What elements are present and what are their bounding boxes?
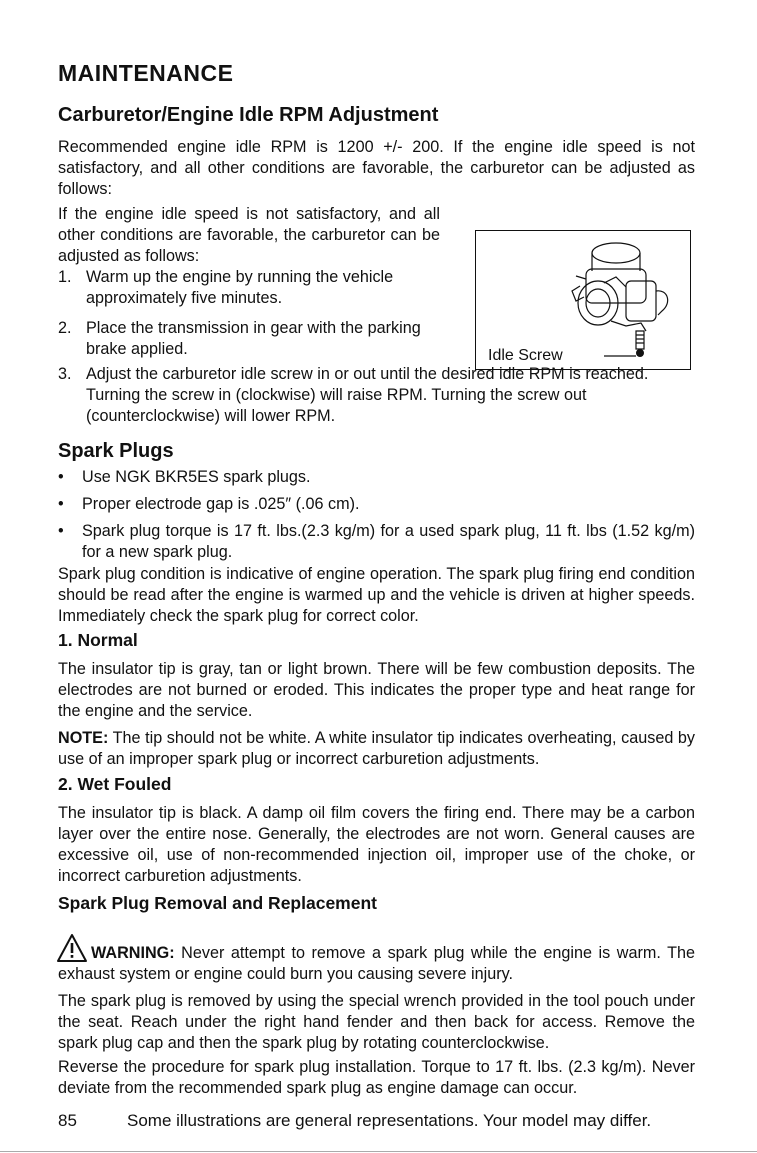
idle-heading: Carburetor/Engine Idle RPM Adjustment [58, 104, 439, 126]
idle-step-1 [58, 267, 440, 309]
step-text: Adjust the carburetor idle screw in or out until the desired idle RPM is reached. Turning the screw in (clockwise) will raise RPM. Turning the screw out (counterclockwise) will lower RPM. [86, 365, 649, 425]
note-text: The tip should not be white. A white insulator tip indicates overheating, caused by use of an improper spark plug or incorrect carburetion adjustments. [58, 729, 695, 768]
idle-step-3 [58, 364, 695, 427]
spark-condition: Spark plug condition is indicative of engine operation. The spark plug firing end condition should be read after the engine is warmed up and the vehicle is driven at higher speeds. Immediately check the spark plug for correct color. [58, 565, 695, 625]
normal-text: The insulator tip is gray, tan or light brown. There will be few combustion deposits. The electrodes are not burned or eroded. This indicates the proper type and heat range for the engine and the service. [58, 660, 695, 720]
footer-note: Some illustrations are general representations. Your model may differ. [127, 1111, 652, 1130]
section-title: MAINTENANCE [58, 60, 234, 86]
removal-heading: Spark Plug Removal and Replacement [58, 893, 377, 913]
step-number: 2. [58, 319, 72, 337]
note-label: NOTE: [58, 729, 109, 747]
bullet-text: Spark plug torque is 17 ft. lbs.(2.3 kg/m) for a used spark plug, 11 ft. lbs (1.52 kg/m) for a new spark plug. [82, 522, 695, 561]
idle-step-2 [58, 318, 440, 360]
idle-screw-label: Idle Screw [488, 347, 563, 364]
carburetor-figure [475, 230, 691, 370]
page-number: 85 [58, 1111, 77, 1130]
bullet-dot: • [58, 468, 64, 486]
spark-bullet [58, 494, 695, 515]
spark-heading: Spark Plugs [58, 440, 174, 462]
warning-paragraph [58, 943, 695, 985]
removal-paragraph-1: The spark plug is removed by using the special wrench provided in the tool pouch under the seat. Reach under the right hand fender and then back for access. Remove the spark plug cap and then the spark plug by rotating counterclockwise. [58, 992, 695, 1052]
warning-text: Never attempt to remove a spark plug while the engine is warm. The exhaust system or engine could burn you causing severe injury. [58, 944, 695, 983]
step-text: Warm up the engine by running the vehicle approximately five minutes. [86, 268, 394, 307]
warning-label: WARNING: [91, 944, 175, 962]
bullet-dot: • [58, 495, 64, 513]
wet-heading: 2. Wet Fouled [58, 774, 172, 794]
spark-bullet [58, 467, 695, 488]
bullet-dot: • [58, 522, 64, 540]
bullet-text: Use NGK BKR5ES spark plugs. [82, 468, 311, 486]
idle-sub-intro: If the engine idle speed is not satisfactory, and all other conditions are favorable, the carburetor can be adjusted as follows: [58, 205, 440, 265]
step-number: 1. [58, 268, 72, 286]
removal-paragraph-2: Reverse the procedure for spark plug installation. Torque to 17 ft. lbs. (2.3 kg/m). Never deviate from the recommended spark plug as engine damage can occur. [58, 1058, 695, 1097]
step-number: 3. [58, 365, 72, 383]
step-text: Place the transmission in gear with the parking brake applied. [86, 319, 421, 358]
normal-heading: 1. Normal [58, 630, 138, 650]
bottom-rule [0, 1151, 757, 1152]
spark-bullet [58, 521, 695, 563]
idle-intro: Recommended engine idle RPM is 1200 +/- 200. If the engine idle speed is not satisfactory, and all other conditions are favorable, the carburetor can be adjusted as follows: [58, 138, 695, 198]
wet-text: The insulator tip is black. A damp oil film covers the firing end. There may be a carbon layer over the entire nose. Generally, the electrodes are not worn. General causes are excessive oil, use of non-recommended injection oil, improper use of the choke, or incorrect carburetion adjustments. [58, 804, 695, 885]
note-paragraph [58, 728, 695, 770]
bullet-text: Proper electrode gap is .025″ (.06 cm). [82, 495, 360, 513]
